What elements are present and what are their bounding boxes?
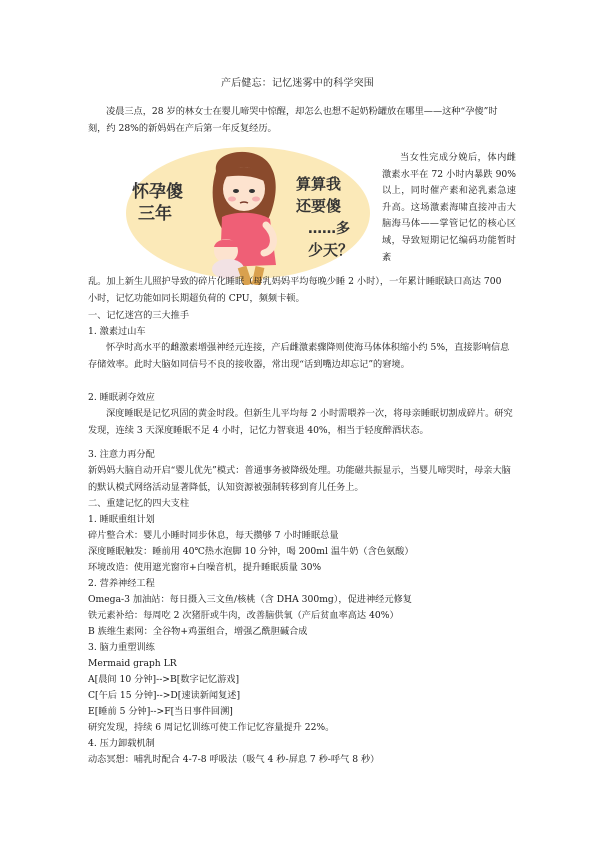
subsection-2-1-title: 1. 睡眠重组计划: [88, 514, 155, 525]
side-paragraph: 当女性完成分娩后，体内雌激素水平在 72 小时内暴跌 90%以上，同时催产素和泌乳素急速升高。这场激素海啸直接冲击大脑海马体——掌管记忆的核心区域，导致短期记忆编码功能暂时紊: [382, 152, 516, 263]
subsection-2-1-item-a: 碎片整合术：婴儿小睡时同步休息，每天攒够 7 小时睡眠总量: [88, 530, 339, 541]
subsection-1-1-title: 1. 激素过山车: [88, 326, 146, 337]
illus-left-text-2: 三年: [138, 204, 172, 224]
subsection-2-4-title: 4. 压力卸载机制: [88, 738, 155, 749]
subsection-2-3-line-c: C[午后 15 分钟]-->D[速读新闻复述]: [88, 690, 241, 701]
subsection-1-2-title: 2. 睡眠剥夺效应: [88, 392, 155, 403]
section-1-heading: 一、记忆迷宫的三大推手: [88, 310, 190, 321]
subsection-1-3-body: 新妈妈大脑自动开启“婴儿优先”模式：普通事务被降级处理。功能磁共振显示，当婴儿啼哭时，母亲大脑的默认模式网络活动显著降低，认知资源被强制转移到育儿任务上。: [88, 465, 511, 493]
illus-right-text-1: 算算我: [296, 175, 342, 193]
subsection-1-3-title: 3. 注意力再分配: [88, 449, 155, 460]
subsection-2-3-line-d: E[睡前 5 分钟]-->F[当日事件回溯]: [88, 706, 233, 717]
document-title: 产后健忘：记忆迷雾中的科学突围: [221, 78, 374, 89]
subsection-2-3-title: 3. 脑力重塑训练: [88, 642, 155, 653]
section-2-heading: 二、重建记忆的四大支柱: [88, 498, 190, 509]
subsection-2-1-item-c: 环境改造：使用遮光窗帘+白噪音机，提升睡眠质量 30%: [88, 562, 322, 573]
subsection-2-3-line-a: Mermaid graph LR: [88, 658, 177, 669]
subsection-1-2-body: 深度睡眠是记忆巩固的黄金时段。但新生儿平均每 2 小时需喂养一次，将母亲睡眠切割成碎片。研究发现，连续 3 天深度睡眠不足 4 小时，记忆力智衰退 40%，相当于轻度醉酒状态。: [88, 408, 513, 436]
subsection-2-4-item-a: 动态冥想：哺乳时配合 4-7-8 呼吸法（吸气 4 秒-屏息 7 秒-呼气 8 秒）: [88, 754, 380, 765]
subsection-2-2-item-c: B 族维生素网：全谷物+鸡蛋组合，增强乙酰胆碱合成: [88, 626, 308, 637]
subsection-1-1-body: 怀孕时高水平的雌激素增强神经元连接，产后雌激素骤降则使海马体体积缩小约 5%，直接影响信息存储效率。此时大脑如同信号不良的接收器，常出现“话到嘴边却忘记”的窘境。: [88, 342, 510, 370]
subsection-2-2-item-a: Omega-3 加油站：每日摄入三文鱼/核桃（含 DHA 300mg），促进神经元修复: [88, 594, 412, 605]
subsection-2-3-line-e: 研究发现，持续 6 周记忆训练可使工作记忆容量提升 22%。: [88, 722, 335, 733]
illus-right-text-2: 还要傻: [296, 197, 342, 215]
subsection-2-1-item-b: 深度睡眠触发：睡前用 40℃热水泡脚 10 分钟，喝 200ml 温牛奶（含色氨酸）: [88, 546, 414, 557]
illus-left-text-1: 怀孕傻: [132, 182, 183, 202]
illus-right-text-4: 少天？: [308, 241, 354, 259]
continued-paragraph: 乱。加上新生儿照护导致的碎片化睡眠（母乳妈妈平均每晚少睡 2 小时），一年累计睡眠缺口高达 700 小时，记忆功能如同长期超负荷的 CPU，频频卡顿。: [88, 276, 502, 304]
subsection-2-2-item-b: 铁元素补给：每周吃 2 次猪肝或牛肉，改善脑供氧（产后贫血率高达 40%）: [88, 610, 399, 621]
subsection-2-2-title: 2. 营养神经工程: [88, 578, 155, 589]
illus-right-text-3: ……多: [308, 221, 350, 237]
subsection-2-3-line-b: A[晨间 10 分钟]-->B[数字记忆游戏]: [88, 674, 240, 685]
cartoon-mother-baby-illustration: [124, 141, 372, 285]
intro-paragraph: 凌晨三点，28 岁的林女士在婴儿啼哭中惊醒，却怎么也想不起奶粉罐放在哪里——这种“孕傻”时刻，约 28%的新妈妈在产后第一年反复经历。: [88, 106, 498, 134]
